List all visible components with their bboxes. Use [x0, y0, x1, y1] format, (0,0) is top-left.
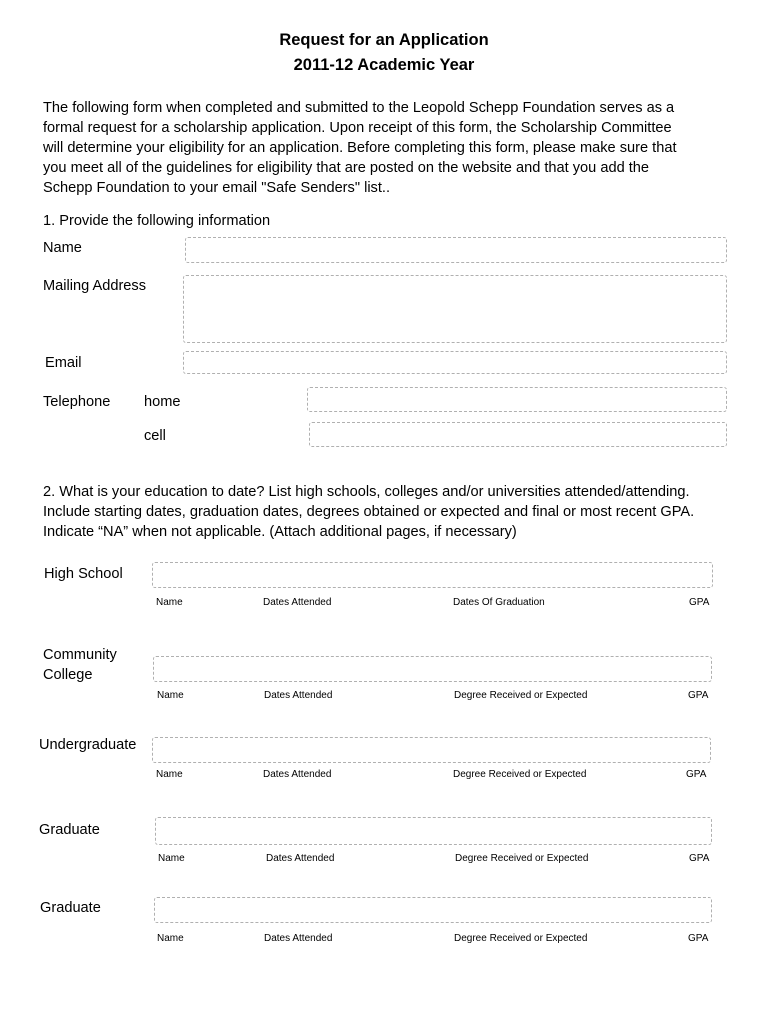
page-subtitle: 2011-12 Academic Year [293, 56, 475, 74]
undergraduate-sub-degree: Degree Received or Expected [453, 769, 587, 780]
cell-phone-label: cell [144, 428, 166, 444]
community-college-field[interactable] [153, 656, 712, 682]
graduate-field[interactable] [155, 817, 712, 845]
undergraduate-sub-name: Name [156, 769, 183, 780]
graduate-label: Graduate [40, 900, 101, 916]
section2-instructions [43, 482, 694, 542]
mailing-address-label: Mailing Address [43, 278, 147, 294]
intro-line: you meet all of the guidelines for eligibility that are posted on the website and that you add the [43, 160, 650, 176]
community-college-label-line2: College [43, 667, 93, 683]
graduate-sub-gpa: GPA [688, 933, 709, 944]
section2-line: 2. What is your education to date? List high schools, colleges and/or universities attended/attending. [43, 484, 690, 500]
section2-line: Include starting dates, graduation dates, degrees obtained or expected and final or most recent GPA. [43, 504, 695, 520]
name-label: Name [43, 240, 82, 256]
high-school-sub-dates: Dates Attended [263, 597, 332, 608]
community-college-sub-gpa: GPA [688, 690, 709, 701]
graduate-sub-gpa: GPA [689, 853, 710, 864]
community-college-sub-name: Name [157, 690, 184, 701]
undergraduate-sub-gpa: GPA [686, 769, 707, 780]
email-label: Email [45, 355, 82, 371]
undergraduate-field[interactable] [152, 737, 711, 763]
name-field[interactable] [185, 237, 727, 263]
graduate-sub-dates: Dates Attended [266, 853, 335, 864]
section2-line: Indicate “NA” when not applicable. (Attach additional pages, if necessary) [43, 524, 517, 540]
email-field[interactable] [183, 351, 727, 374]
community-college-label-line1: Community [43, 647, 117, 663]
high-school-label: High School [44, 566, 123, 582]
intro-paragraph [43, 98, 733, 198]
high-school-sub-name: Name [156, 597, 183, 608]
high-school-field[interactable] [152, 562, 713, 588]
graduate-sub-degree: Degree Received or Expected [454, 933, 588, 944]
graduate-label: Graduate [39, 822, 100, 838]
home-phone-label: home [144, 394, 181, 410]
undergraduate-sub-dates: Dates Attended [263, 769, 332, 780]
cell-phone-field[interactable] [309, 422, 727, 447]
graduate-sub-degree: Degree Received or Expected [455, 853, 589, 864]
intro-line: Schepp Foundation to your email "Safe Senders" list.. [43, 180, 391, 196]
section1-heading: 1. Provide the following information [43, 213, 271, 229]
mailing-address-field[interactable] [183, 275, 727, 343]
graduate-field[interactable] [154, 897, 712, 923]
community-college-sub-dates: Dates Attended [264, 690, 333, 701]
intro-line: will determine your eligibility for an application. Before completing this form, please make sure that [43, 140, 677, 156]
community-college-sub-degree: Degree Received or Expected [454, 690, 588, 701]
page-title: Request for an Application [279, 31, 489, 49]
graduate-sub-name: Name [157, 933, 184, 944]
telephone-label: Telephone [43, 394, 111, 410]
home-phone-field[interactable] [307, 387, 727, 412]
intro-line: formal request for a scholarship application. Upon receipt of this form, the Scholarship Committee [43, 120, 672, 136]
graduate-sub-name: Name [158, 853, 185, 864]
undergraduate-label: Undergraduate [39, 737, 137, 753]
graduate-sub-dates: Dates Attended [264, 933, 333, 944]
intro-line: The following form when completed and submitted to the Leopold Schepp Foundation serves as a [43, 100, 675, 116]
high-school-sub-graduation: Dates Of Graduation [453, 597, 545, 608]
high-school-sub-gpa: GPA [689, 597, 710, 608]
